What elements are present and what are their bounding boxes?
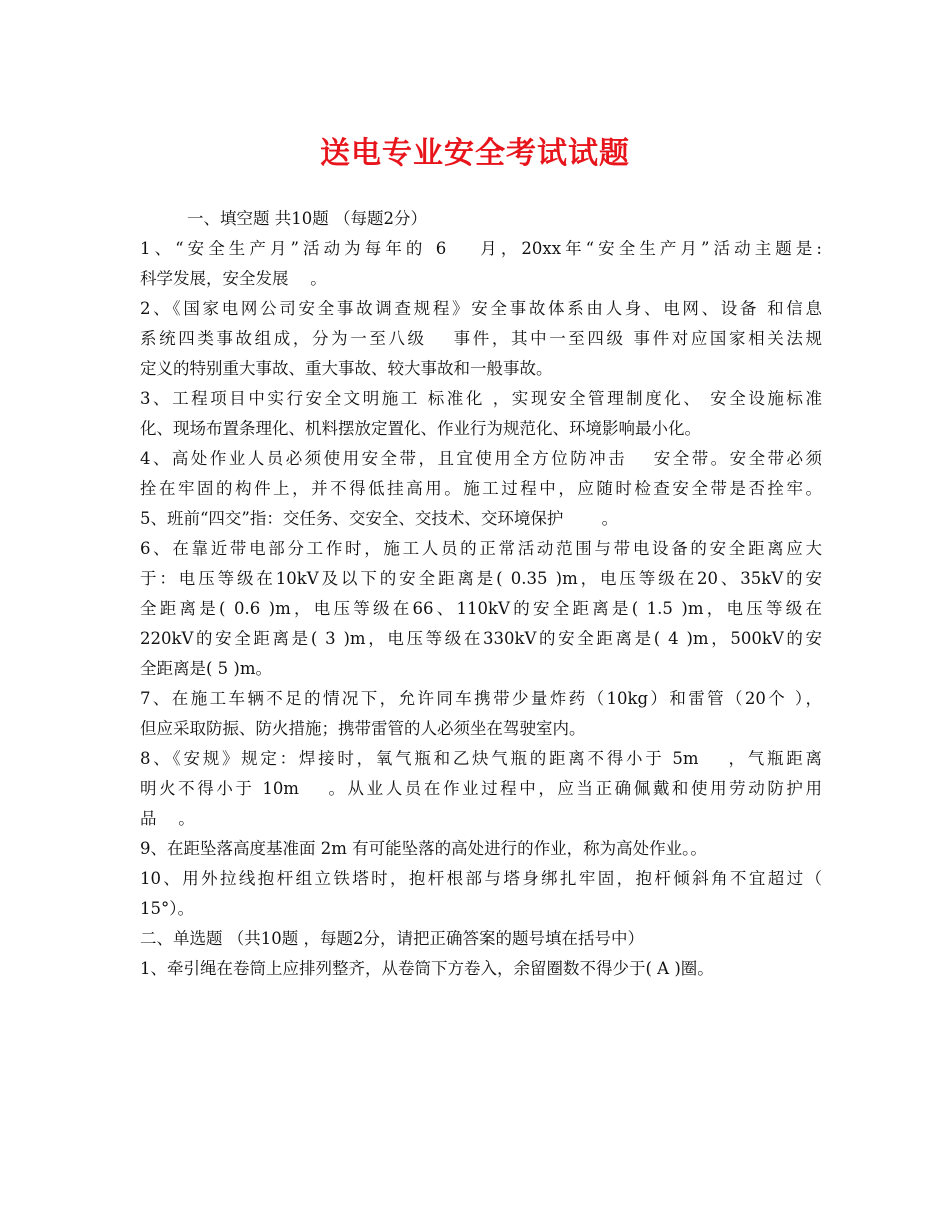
document-body <box>140 204 822 984</box>
text-line: 于：电压等级在10kV及以下的安全距离是( 0.35 )m，电压等级在20、35kV的安 <box>140 569 822 588</box>
text-line: 1、“安全生产月”活动为每年的 6 月，20xx年“安全生产月”活动主题是: <box>140 239 822 258</box>
text-line: 15°）。 <box>140 899 194 918</box>
text-line: 定义的特别重大事故、重大事故、较大事故和一般事故。 <box>140 359 553 378</box>
text-line: 全距离是( 5 )m。 <box>140 659 273 678</box>
text-line: 3、工程项目中实行安全文明施工 标准化 ，实现安全管理制度化、 安全设施标准 <box>140 389 822 408</box>
text-line: 全距离是( 0.6 )m，电压等级在66、110kV的安全距离是( 1.5 )m，电压等级在 <box>140 599 822 618</box>
text-line: 7、在施工车辆不足的情况下，允许同车携带少量炸药（10kg）和雷管（20个 ）， <box>140 689 822 708</box>
text-line: 5、班前“四交”指：交任务、交安全、交技术、交环境保护 。 <box>140 509 619 528</box>
text-line: 系统四类事故组成，分为一至八级 事件，其中一至四级 事件对应国家相关法规 <box>140 329 822 348</box>
section-heading-fill-in: 一、填空题 共10题 （每题2分） <box>187 209 427 228</box>
text-line: 6、在靠近带电部分工作时，施工人员的正常活动范围与带电设备的安全距离应大 <box>140 539 822 558</box>
text-line: 4、高处作业人员必须使用安全带，且宜使用全方位防冲击 安全带。安全带必须 <box>140 449 822 468</box>
section-heading-single-choice: 二、单选题 （共10题 ，每题2分，请把正确答案的题号填在括号中） <box>140 929 644 948</box>
text-line: 8、《安规》规定：焊接时，氧气瓶和乙炔气瓶的距离不得小于 5m ，气瓶距离 <box>140 749 822 768</box>
text-line: 拴在牢固的构件上，并不得低挂高用。施工过程中，应随时检查安全带是否拴牢。 <box>140 479 822 498</box>
text-line: 化、现场布置条理化、机料摆放定置化、作业行为规范化、环境影响最小化。 <box>140 419 701 438</box>
text-line: 220kV的安全距离是( 3 )m，电压等级在330kV的安全距离是( 4 )m，500kV的安 <box>140 629 822 648</box>
text-line: 1、牵引绳在卷筒上应排列整齐，从卷筒下方卷入，余留圈数不得少于( A )圈。 <box>140 959 714 978</box>
text-line: 2、《国家电网公司安全事故调查规程》安全事故体系由人身、电网、设备 和信息 <box>140 299 822 318</box>
text-line: 品 。 <box>140 809 195 828</box>
text-line: 10、用外拉线抱杆组立铁塔时，抱杆根部与塔身绑扎牢固，抱杆倾斜角不宜超过（ <box>140 869 822 888</box>
text-line: 但应采取防振、防火措施；携带雷管的人必须坐在驾驶室内。 <box>140 719 586 738</box>
text-line: 科学发展，安全发展 。 <box>140 269 327 288</box>
text-line: 9、在距坠落高度基准面 2m 有可能坠落的高处进行的作业，称为高处作业。。 <box>140 839 707 858</box>
document-title: 送电专业安全考试试题 <box>320 136 630 171</box>
text-line: 明火不得小于 10m 。从业人员在作业过程中，应当正确佩戴和使用劳动防护用 <box>140 779 822 798</box>
